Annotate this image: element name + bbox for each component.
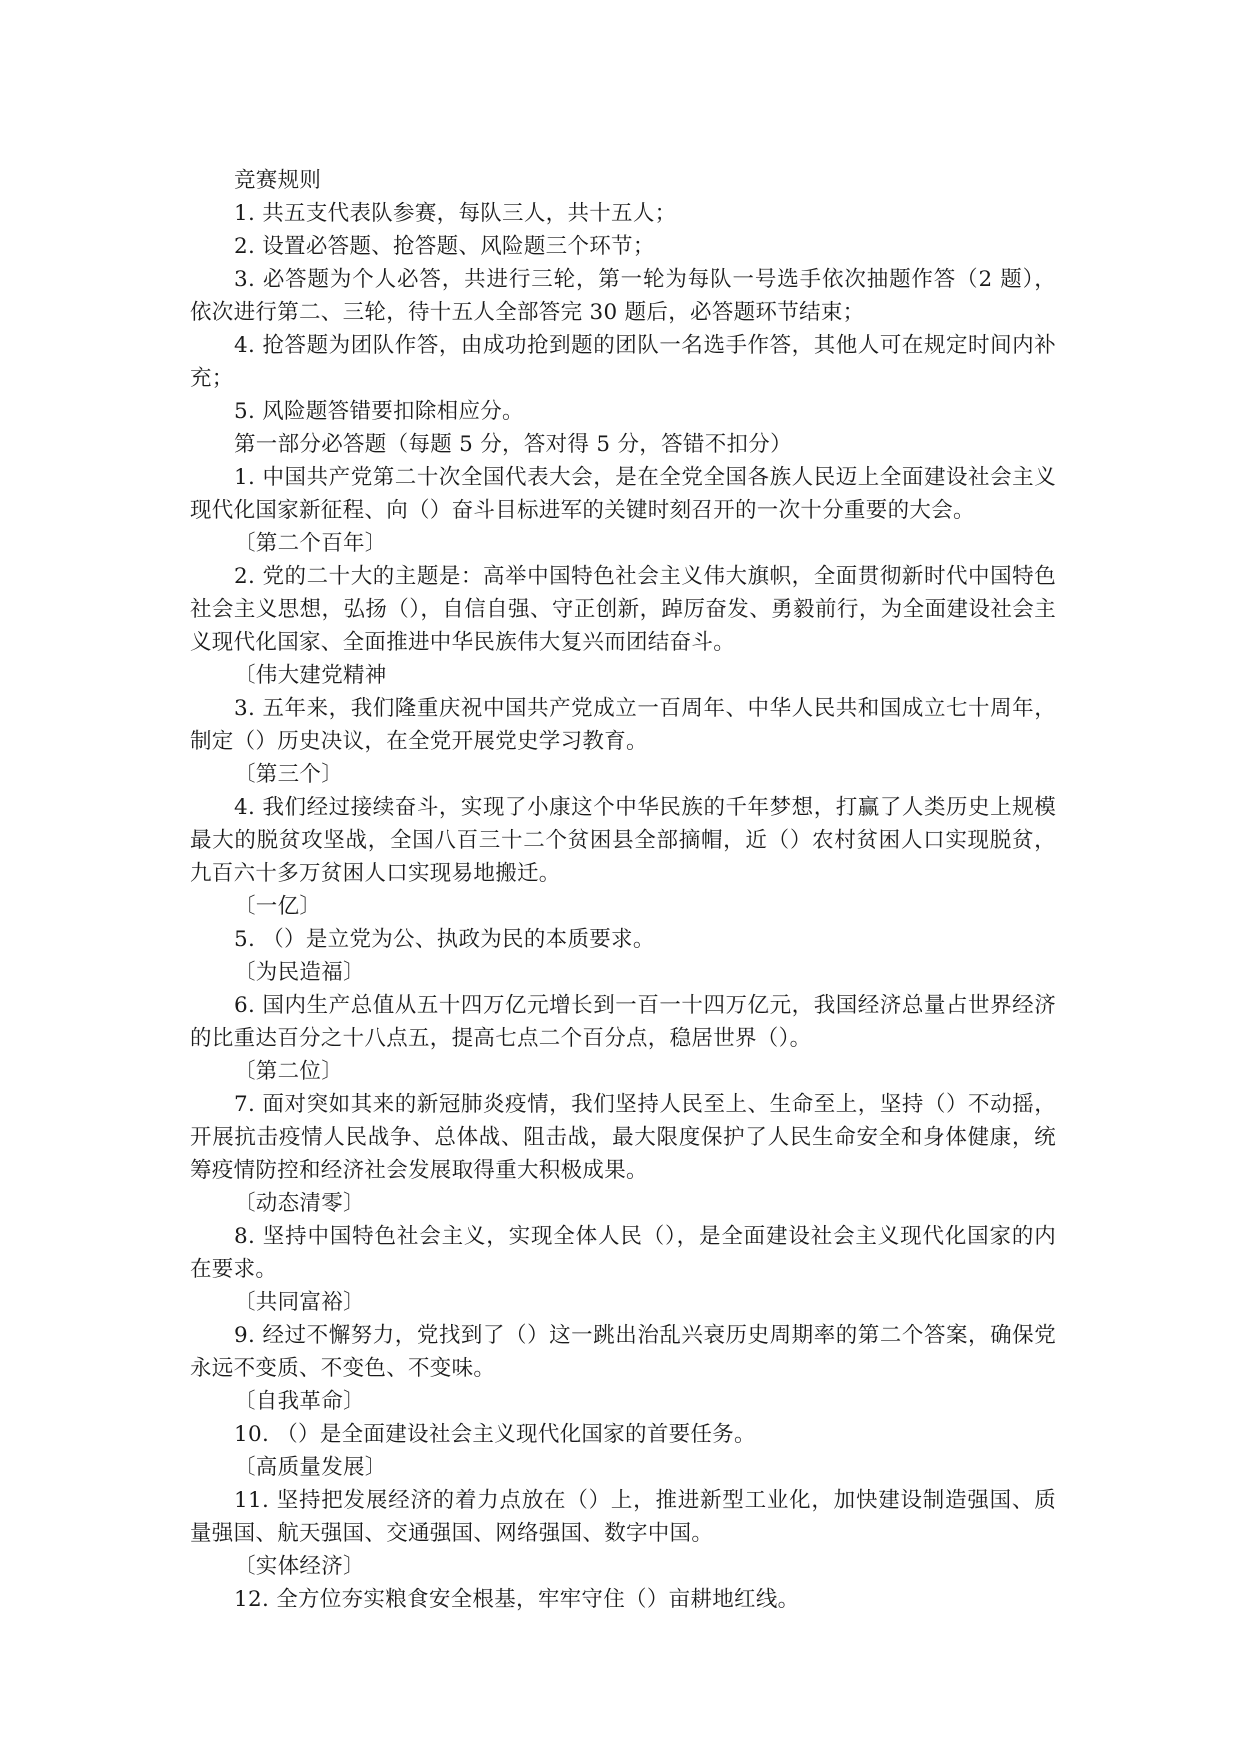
answer: 〔高质量发展〕 — [234, 1455, 387, 1480]
rule-item: 4. 抢答题为团队作答，由成功抢到题的团队一名选手作答，其他人可在规定时间内补充； — [190, 333, 1056, 391]
rule-item: 1. 共五支代表队参赛，每队三人，共十五人； — [234, 201, 677, 226]
answer: 〔共同富裕〕 — [234, 1290, 365, 1315]
question: 3. 五年来，我们隆重庆祝中国共产党成立一百周年、中华人民共和国成立七十周年，制定（）历史决议，在全党开展党史学习教育。 — [190, 696, 1056, 754]
question: 4. 我们经过接续奋斗，实现了小康这个中华民族的千年梦想，打赢了人类历史上规模最大的脱贫攻坚战，全国八百三十二个贫困县全部摘帽，近（）农村贫困人口实现脱贫，九百六十多万贫困人口实现易地搬迁。 — [190, 795, 1056, 886]
rule-item: 2. 设置必答题、抢答题、风险题三个环节； — [234, 234, 655, 259]
answer: 〔自我革命〕 — [234, 1389, 365, 1414]
question: 1. 中国共产党第二十次全国代表大会，是在全党全国各族人民迈上全面建设社会主义现代化国家新征程、向（）奋斗目标进军的关键时刻召开的一次十分重要的大会。 — [190, 465, 1056, 523]
rules-heading: 竞赛规则 — [234, 168, 322, 193]
rule-item: 3. 必答题为个人必答，共进行三轮，第一轮为每队一号选手依次抽题作答（2 题），依次进行第二、三轮，待十五人全部答完 30 题后，必答题环节结束； — [190, 267, 1056, 325]
answer: 〔第三个〕 — [234, 762, 344, 787]
question: 2. 党的二十大的主题是：高举中国特色社会主义伟大旗帜，全面贯彻新时代中国特色社会主义思想，弘扬（），自信自强、守正创新，踔厉奋发、勇毅前行，为全面建设社会主义现代化国家、全面推进中华民族伟大复兴而团结奋斗。 — [190, 564, 1056, 655]
answer: 〔一亿〕 — [234, 894, 322, 919]
question: 6. 国内生产总值从五十四万亿元增长到一百一十四万亿元，我国经济总量占世界经济的比重达百分之十八点五，提高七点二个百分点，稳居世界（）。 — [190, 993, 1056, 1051]
document-page — [190, 164, 1056, 1616]
answer: 〔动态清零〕 — [234, 1191, 365, 1216]
answer: 〔伟大建党精神 — [234, 663, 387, 688]
question: 7. 面对突如其来的新冠肺炎疫情，我们坚持人民至上、生命至上，坚持（）不动摇，开展抗击疫情人民战争、总体战、阻击战，最大限度保护了人民生命安全和身体健康，统筹疫情防控和经济社会发展取得重大积极成果。 — [190, 1092, 1056, 1183]
answer: 〔第二个百年〕 — [234, 531, 387, 556]
section-heading: 第一部分必答题（每题 5 分，答对得 5 分，答错不扣分） — [234, 432, 792, 457]
question: 10. （）是全面建设社会主义现代化国家的首要任务。 — [234, 1422, 756, 1447]
question: 5. （）是立党为公、执政为民的本质要求。 — [234, 927, 655, 952]
answer: 〔为民造福〕 — [234, 960, 365, 985]
answer: 〔实体经济〕 — [234, 1554, 365, 1579]
question: 9. 经过不懈努力，党找到了（）这一跳出治乱兴衰历史周期率的第二个答案，确保党永远不变质、不变色、不变味。 — [190, 1323, 1056, 1381]
question: 8. 坚持中国特色社会主义，实现全体人民（），是全面建设社会主义现代化国家的内在要求。 — [190, 1224, 1056, 1282]
answer: 〔第二位〕 — [234, 1059, 344, 1084]
rule-item: 5. 风险题答错要扣除相应分。 — [234, 399, 524, 424]
question: 11. 坚持把发展经济的着力点放在（）上，推进新型工业化，加快建设制造强国、质量强国、航天强国、交通强国、网络强国、数字中国。 — [190, 1488, 1056, 1546]
question: 12. 全方位夯实粮食安全根基，牢牢守住（）亩耕地红线。 — [234, 1587, 800, 1612]
